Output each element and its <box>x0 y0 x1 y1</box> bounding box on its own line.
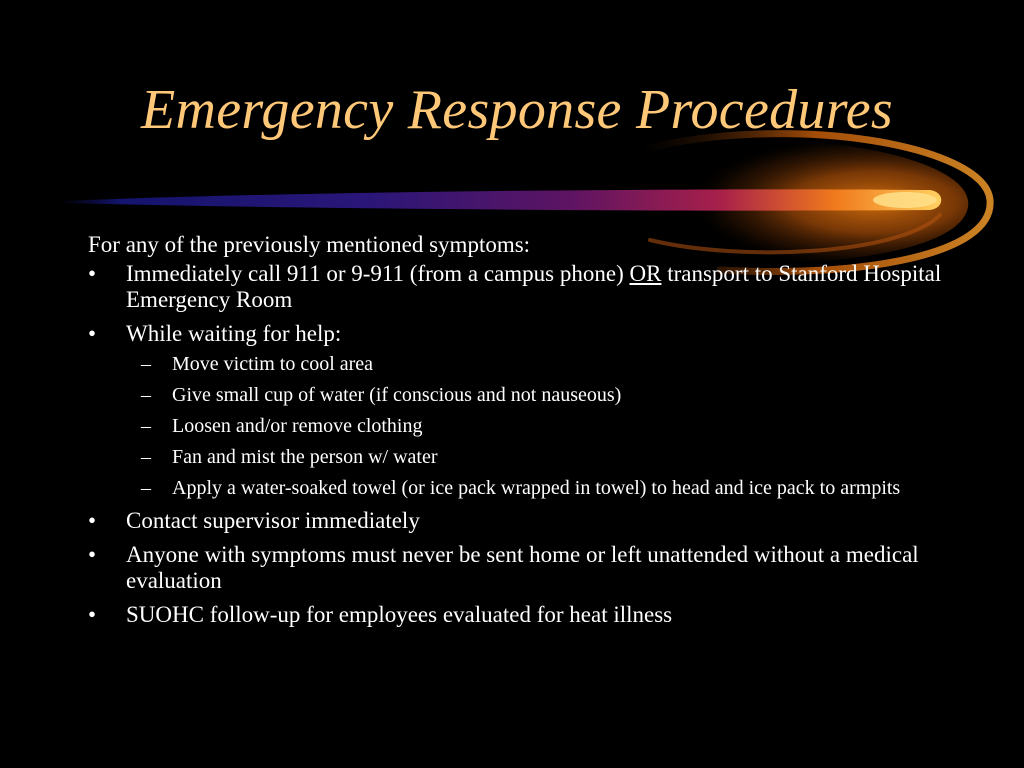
sub-bullet-text: Move victim to cool area <box>172 353 374 375</box>
sub-bullet-item <box>126 477 948 500</box>
bullet-item-while-waiting <box>88 321 948 500</box>
bullet-item-contact-supervisor <box>88 508 948 534</box>
dash-glyph: – <box>141 353 151 375</box>
sub-bullet-item <box>126 384 948 407</box>
bullet-1-text-after: transport to Stanford Hospital Emergency Room <box>126 261 942 312</box>
sub-bullet-text: Loosen and/or remove clothing <box>172 415 423 437</box>
bullet-glyph: • <box>88 321 97 346</box>
bullet-glyph: • <box>88 602 97 627</box>
sub-bullet-item <box>126 415 948 438</box>
sub-bullet-item <box>126 446 948 469</box>
sub-bullet-list <box>126 353 948 500</box>
bullet-5-text: SUOHC follow-up for employees evaluated for heat illness <box>126 602 673 627</box>
sub-bullet-item <box>126 353 948 376</box>
bullet-3-text: Contact supervisor immediately <box>126 508 420 533</box>
bullet-1-text-before: Immediately call 911 or 9-911 (from a campus phone) <box>126 261 630 286</box>
sub-bullet-text: Give small cup of water (if conscious and not nauseous) <box>172 384 622 406</box>
bullet-4-text: Anyone with symptoms must never be sent home or left unattended without a medical evaluation <box>126 542 919 593</box>
bullet-item-suohc-follow-up <box>88 602 948 628</box>
bullet-glyph: • <box>88 508 97 533</box>
bullet-glyph: • <box>88 261 97 286</box>
bullet-list <box>88 261 948 628</box>
slide-title: Emergency Response Procedures <box>141 79 893 141</box>
bullet-2-text: While waiting for help: <box>126 321 342 346</box>
swoosh-highlight <box>873 192 937 208</box>
bullet-item-call-911 <box>88 261 948 313</box>
swoosh-band <box>60 189 941 210</box>
dash-glyph: – <box>141 477 151 499</box>
dash-glyph: – <box>141 415 151 437</box>
bullet-glyph: • <box>88 542 97 567</box>
bullet-item-never-sent-home <box>88 542 948 594</box>
dash-glyph: – <box>141 384 151 406</box>
intro-text: For any of the previously mentioned symptoms: <box>88 232 531 257</box>
dash-glyph: – <box>141 446 151 468</box>
slide-body <box>88 232 948 636</box>
sub-bullet-text: Apply a water-soaked towel (or ice pack wrapped in towel) to head and ice pack to armpits <box>172 477 901 499</box>
bullet-1-emphasis: OR <box>629 261 662 286</box>
sub-bullet-text: Fan and mist the person w/ water <box>172 446 438 468</box>
